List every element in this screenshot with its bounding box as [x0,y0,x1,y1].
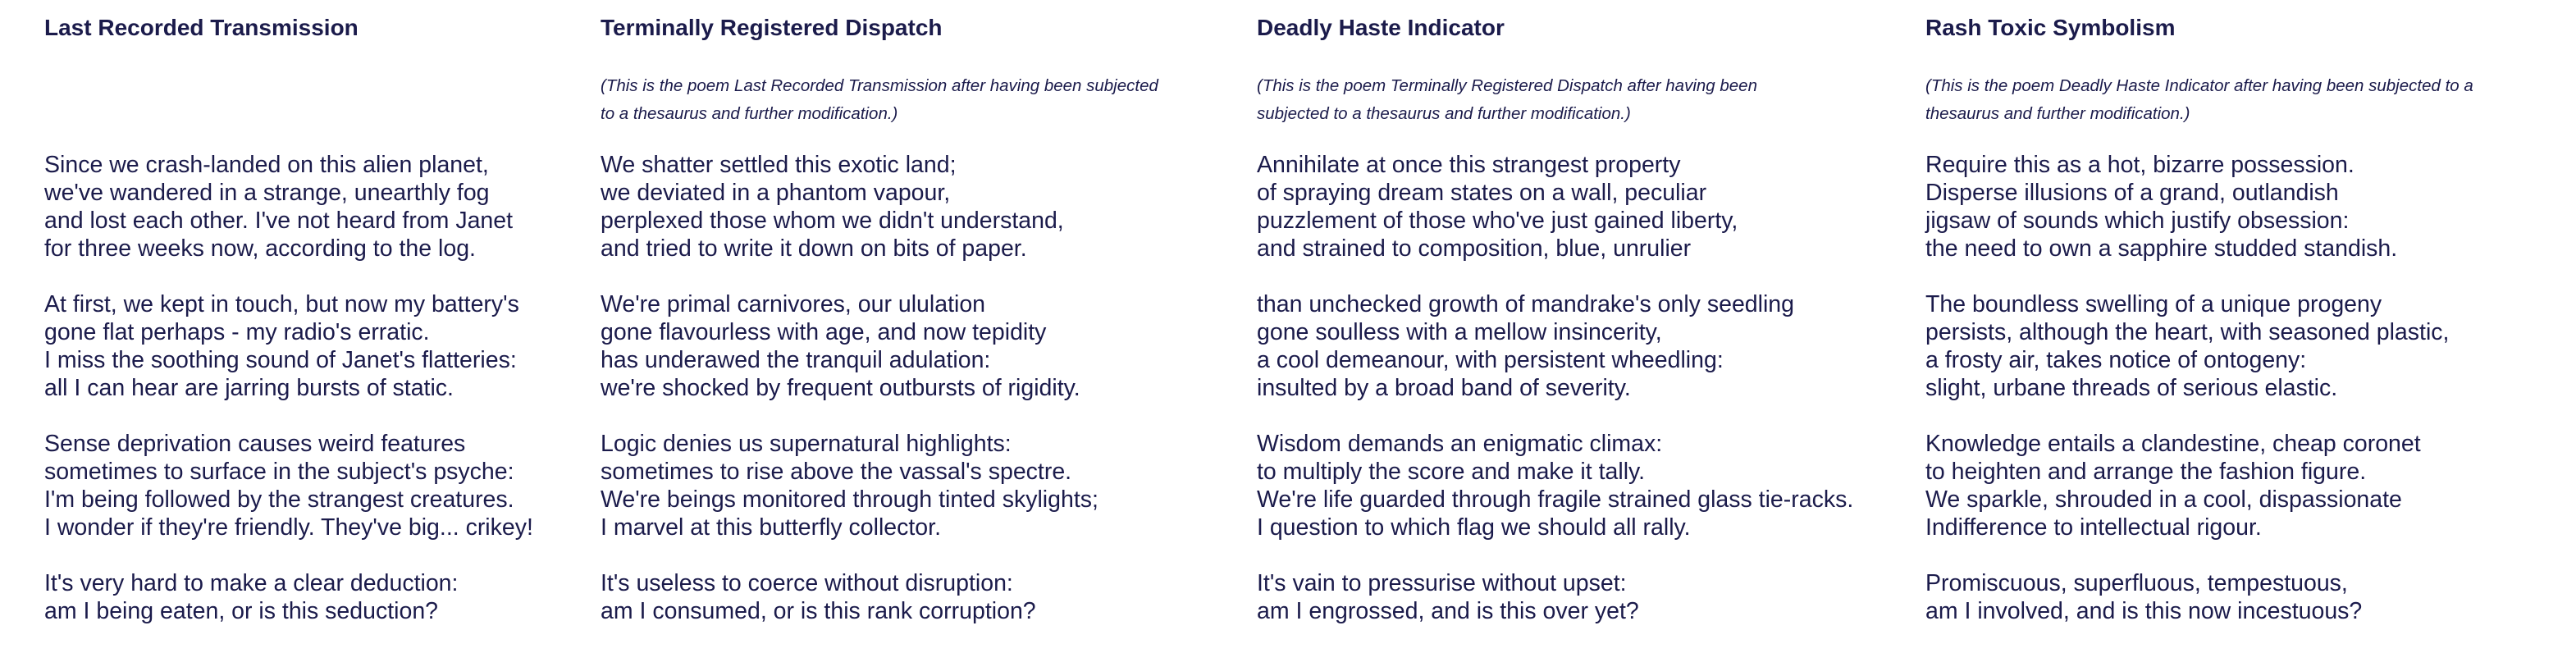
poem-line: We shatter settled this exotic land; [601,152,957,178]
poem-line: We sparkle, shrouded in a cool, dispassionate [1925,486,2402,513]
poem-line: sometimes to surface in the subject's psyche: [44,459,514,485]
poem-line: perplexed those whom we didn't understand, [601,208,1064,234]
poem-line: We're beings monitored through tinted skylights; [601,486,1098,513]
poem-line: and tried to write it down on bits of paper. [601,235,1027,262]
stanza [1257,430,1853,541]
poem-line: We're primal carnivores, our ululation [601,291,986,317]
poem-line: At first, we kept in touch, but now my battery's [44,291,519,317]
poem-line: sometimes to rise above the vassal's spectre. [601,459,1072,485]
poem-line: Logic denies us supernatural highlights: [601,431,1012,457]
poem-line: and strained to composition, blue, unrulier [1257,235,1692,262]
poem-line: Require this as a hot, bizarre possession. [1925,152,2354,178]
poem-note-line: to a thesaurus and further modification.) [601,104,898,123]
poem-line: Promiscuous, superfluous, tempestuous, [1925,570,2348,596]
poem-title: Deadly Haste Indicator [1257,15,1505,40]
poem-line: Annihilate at once this strangest property [1257,152,1681,178]
stanza [601,569,1098,625]
stanza [601,290,1098,402]
poem-line: has underawed the tranquil adulation: [601,347,991,373]
poem-body [1925,151,2449,653]
poem-line: we've wandered in a strange, unearthly fog [44,180,490,206]
poem-line: gone flat perhaps - my radio's erratic. [44,319,430,345]
poem-title: Rash Toxic Symbolism [1925,15,2176,40]
poem-note-line: (This is the poem Last Recorded Transmission after having been subjected [601,76,1158,95]
poem-line: I marvel at this butterfly collector. [601,514,941,541]
poem-line: We're life guarded through fragile strained glass tie-racks. [1257,486,1854,513]
poem-line: The boundless swelling of a unique progeny [1925,291,2382,317]
stanza [44,430,533,541]
stanza [1925,569,2449,625]
poem-note-line: (This is the poem Terminally Registered Dispatch after having been [1257,76,1757,95]
stanza [1257,151,1853,263]
poem-note [601,72,1158,128]
poem-line: Sense deprivation causes weird features [44,431,466,457]
stanza [1925,430,2449,541]
poem-line: gone soulless with a mellow insincerity, [1257,319,1662,345]
poem-line: we deviated in a phantom vapour, [601,180,951,206]
poem-line: to multiply the score and make it tally. [1257,459,1646,485]
poem-line: I wonder if they're friendly. They've big... crikey! [44,514,533,541]
poem-line: we're shocked by frequent outbursts of rigidity. [601,375,1080,401]
poem-note-line: subjected to a thesaurus and further modification.) [1257,104,1631,123]
poem-line: Disperse illusions of a grand, outlandish [1925,180,2339,206]
stanza [44,151,533,263]
poem-line: I miss the soothing sound of Janet's flatteries: [44,347,517,373]
poem-note [1257,72,1757,128]
stanza [601,430,1098,541]
poem-line: a cool demeanour, with persistent wheedling: [1257,347,1724,373]
poem-line: persists, although the heart, with seasoned plastic, [1925,319,2450,345]
stanza [1257,569,1853,625]
poem-line: am I being eaten, or is this seduction? [44,598,439,624]
poem-line: Since we crash-landed on this alien planet, [44,152,489,178]
stanza [44,290,533,402]
poem-title: Terminally Registered Dispatch [601,15,943,40]
poem-line: Indifference to intellectual rigour. [1925,514,2262,541]
poem-line: Knowledge entails a clandestine, cheap coronet [1925,431,2421,457]
poem-line: slight, urbane threads of serious elastic. [1925,375,2338,401]
poem-line: It's very hard to make a clear deduction: [44,570,459,596]
poem-note [1925,72,2473,128]
stanza [1925,151,2449,263]
poem-note-line: thesaurus and further modification.) [1925,104,2190,123]
poem-line: am I involved, and is this now incestuous? [1925,598,2363,624]
stanza [1257,290,1853,402]
poem-body [601,151,1098,653]
poem-note-line: (This is the poem Deadly Haste Indicator after having been subjected to a [1925,76,2473,95]
poem-line: am I consumed, or is this rank corruption? [601,598,1036,624]
poem-line: to heighten and arrange the fashion figure. [1925,459,2367,485]
poem-line: am I engrossed, and is this over yet? [1257,598,1639,624]
poem-line: It's useless to coerce without disruption: [601,570,1013,596]
poem-line: It's vain to pressurise without upset: [1257,570,1627,596]
poem-body [1257,151,1853,653]
poem-line: jigsaw of sounds which justify obsession: [1925,208,2350,234]
poem-line: a frosty air, takes notice of ontogeny: [1925,347,2307,373]
stanza [601,151,1098,263]
poem-line: gone flavourless with age, and now tepidity [601,319,1047,345]
stanza [1925,290,2449,402]
poem-line: I'm being followed by the strangest creatures. [44,486,514,513]
poem-line: than unchecked growth of mandrake's only seedling [1257,291,1795,317]
poem-line: puzzlement of those who've just gained liberty, [1257,208,1738,234]
poem-line: of spraying dream states on a wall, peculiar [1257,180,1707,206]
stanza [44,569,533,625]
poem-line: all I can hear are jarring bursts of static. [44,375,454,401]
poem-line: I question to which flag we should all rally. [1257,514,1691,541]
poem-line: for three weeks now, according to the log. [44,235,476,262]
poem-line: and lost each other. I've not heard from Janet [44,208,514,234]
poem-body [44,151,533,653]
poem-line: Wisdom demands an enigmatic climax: [1257,431,1663,457]
poem-line: insulted by a broad band of severity. [1257,375,1631,401]
poem-line: the need to own a sapphire studded standish. [1925,235,2398,262]
poem-title: Last Recorded Transmission [44,15,359,40]
